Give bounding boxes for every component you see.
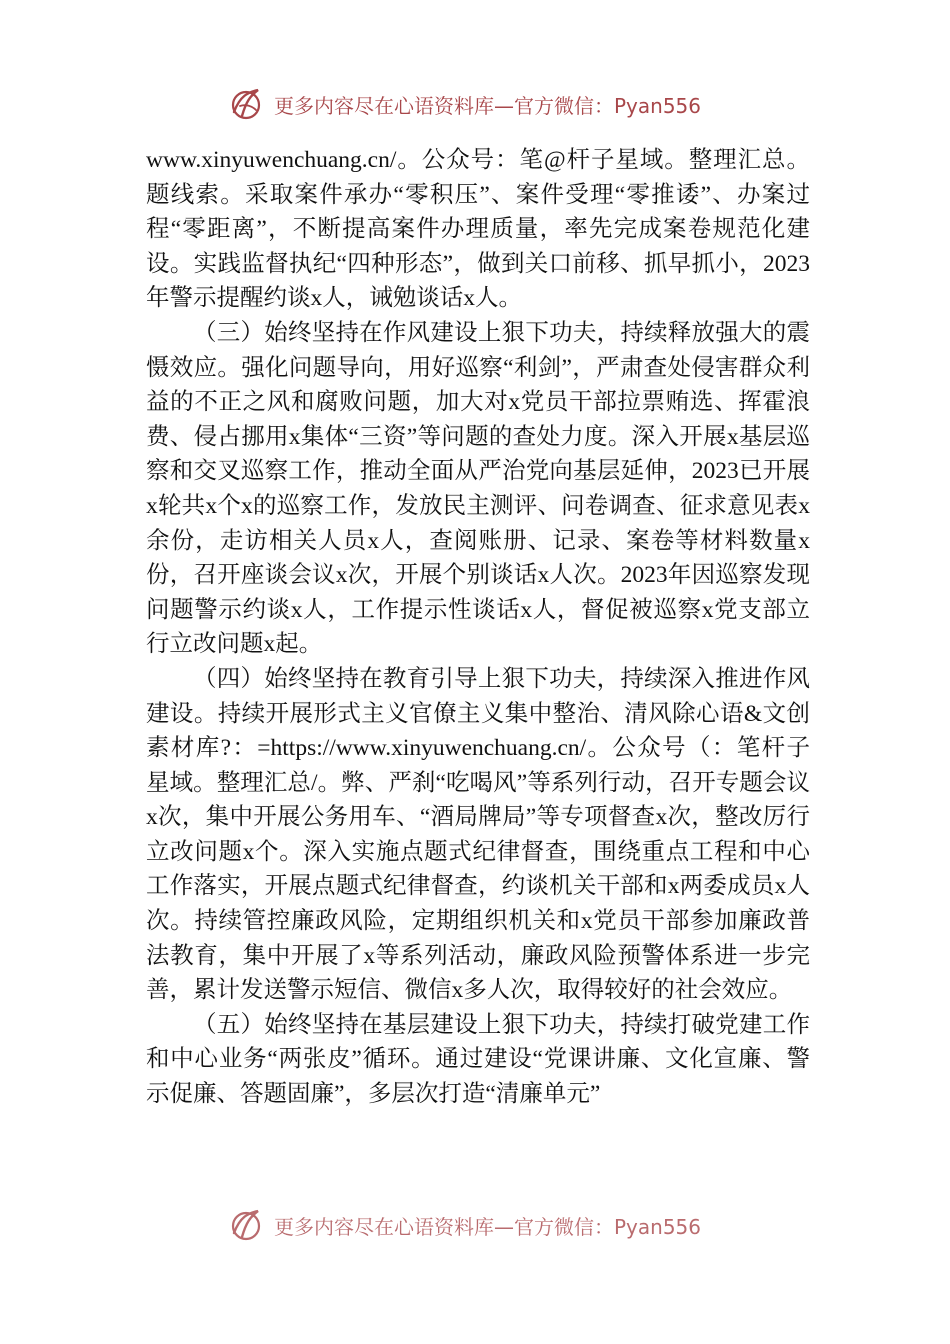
header-watermark-banner xyxy=(228,84,748,124)
header-watermark-text: 更多内容尽在心语资料库—官方微信：Pyan556 xyxy=(274,93,702,118)
paragraph-section-3: （三）始终坚持在作风建设上狠下功夫，持续释放强大的震慑效应。强化问题导向，用好巡察“利剑”，严肃查处侵害群众利益的不正之风和腐败问题，加大对x党员干部拉票贿选、挥霍浪费、侵占挪用x集体“三资”等问题的查处力度。深入开展x基层巡察和交叉巡察工作，推动全面从严治党向基层延伸，2023已开展x轮共x个x的巡察工作，发放民主测评、问卷调查、征求意见表x余份，走访相关人员x人，查阅账册、记录、案卷等材料数量x份，召开座谈会议x次，开展个别谈话x人次。2023年因巡察发现问题警示约谈x人，工作提示性谈话x人，督促被巡察x党支部立行立改问题x起。 xyxy=(146,319,810,658)
document-body xyxy=(146,143,810,1112)
paragraph-continuation: www.xinyuwenchuang.cn/。公众号：笔@杆子星域。整理汇总。题线索。采取案件承办“零积压”、案件受理“零推诿”、办案过程“零距离”，不断提高案件办理质量，率先完成案卷规范化建设。实践监督执纪“四种形态”，做到关口前移、抓早抓小，2023年警示提醒约谈x人，诫勉谈话x人。 xyxy=(146,147,810,312)
signature-logo-icon xyxy=(228,1208,264,1242)
paragraph-section-5: （五）始终坚持在基层建设上狠下功夫，持续打破党建工作和中心业务“两张皮”循环。通过建设“党课讲廉、文化宣廉、警示促廉、答题固廉”，多层次打造“清廉单元” xyxy=(146,1011,810,1108)
footer-watermark-banner xyxy=(228,1208,748,1242)
paragraph-section-4: （四）始终坚持在教育引导上狠下功夫，持续深入推进作风建设。持续开展形式主义官僚主义集中整治、清风除心语&文创素材库?：=https://www.xinyuwenchuang.cn/。公众号（：笔杆子星域。整理汇总/。弊、严刹“吃喝风”等系列行动，召开专题会议x次，集中开展公务用车、“酒局牌局”等专项督查x次，整改厉行立改问题x个。深入实施点题式纪律督查，围绕重点工程和中心工作落实，开展点题式纪律督查，约谈机关干部和x两委成员x人次。持续管控廉政风险，定期组织机关和x党员干部参加廉政普法教育，集中开展了x等系列活动，廉政风险预警体系进一步完善，累计发送警示短信、微信x多人次，取得较好的社会效应。 xyxy=(146,665,810,1004)
footer-watermark-text: 更多内容尽在心语资料库—官方微信：Pyan556 xyxy=(274,1214,702,1239)
signature-logo-icon xyxy=(228,86,264,122)
